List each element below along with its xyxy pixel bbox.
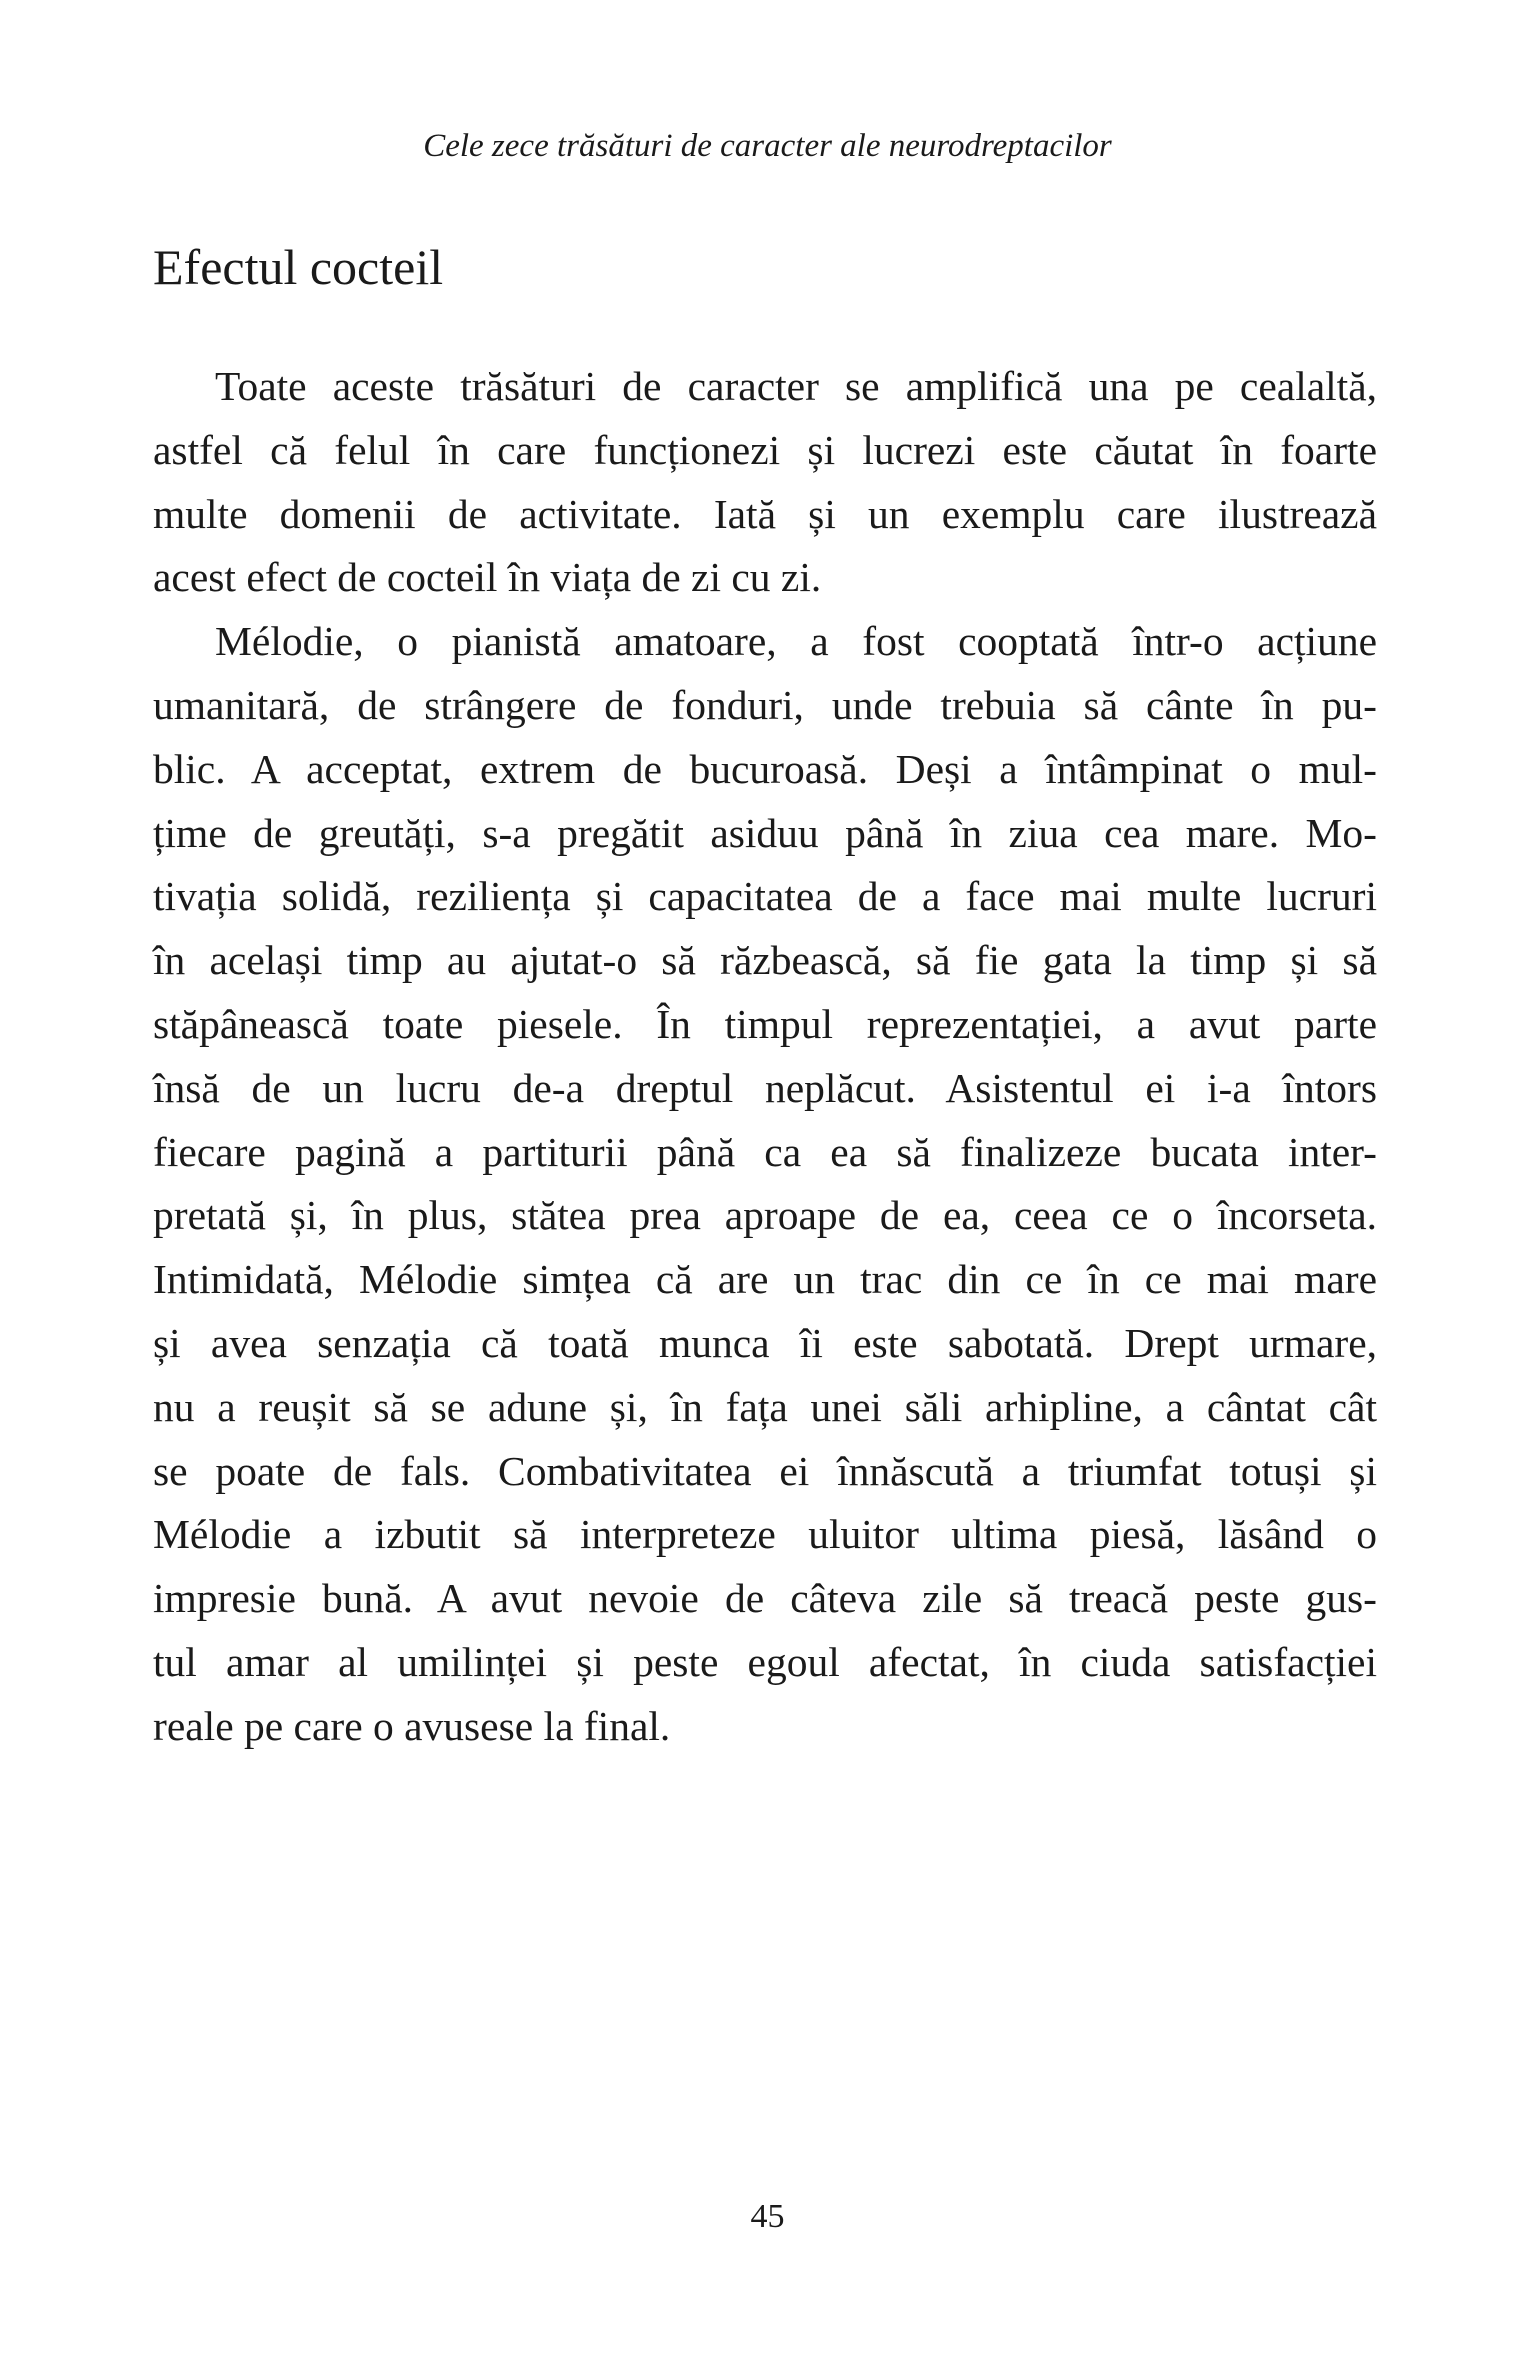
text-line: și avea senzația că toată munca îi este sabotată. Drept urmare, [153,1319,1377,1366]
text-line: țime de greutăți, s-a pregătit asiduu până în ziua cea mare. Mo- [153,809,1377,856]
text-line: tul amar al umilinței și peste egoul afectat, în ciuda satisfacției [153,1638,1377,1685]
text-line: reale pe care o avusese la final. [153,1702,671,1749]
text-line: umanitară, de strângere de fonduri, unde trebuia să cânte în pu- [153,681,1377,728]
text-line: fiecare pagină a partiturii până ca ea să finalizeze bucata inter- [153,1128,1377,1175]
paragraph [153,610,1377,1758]
text-line: stăpânească toate piesele. În timpul reprezentației, a avut parte [153,1000,1377,1047]
text-line: în același timp au ajutat-o să răzbească, să fie gata la timp și să [153,937,1377,984]
section-heading: Efectul cocteil [153,239,444,295]
text-line: impresie bună. A avut nevoie de câteva zile să treacă peste gus- [153,1575,1377,1622]
text-line: Mélodie, o pianistă amatoare, a fost cooptată într-o acțiune [215,618,1377,665]
paragraph [153,355,1377,610]
text-line: tivația solidă, reziliența și capacitatea de a face mai multe lucruri [153,873,1377,920]
text-line: se poate de fals. Combativitatea ei înnăscută a triumfat totuși și [153,1447,1377,1494]
text-line: multe domenii de activitate. Iată și un exemplu care ilustrează [153,490,1377,537]
body-text [153,355,1377,1759]
running-head: Cele zece trăsături de caracter ale neurodreptacilor [423,128,1112,164]
text-line: pretată și, în plus, stătea prea aproape de ea, ceea ce o încorseta. [153,1192,1377,1239]
text-line: blic. A acceptat, extrem de bucuroasă. Deși a întâmpinat o mul- [153,745,1377,792]
page-number: 45 [750,2198,785,2235]
text-line: astfel că felul în care funcționezi și lucrezi este căutat în foarte [153,426,1377,473]
text-line: însă de un lucru de-a dreptul neplăcut. Asistentul ei i-a întors [153,1064,1377,1111]
text-line: Intimidată, Mélodie simțea că are un trac din ce în ce mai mare [153,1256,1377,1303]
text-line: Mélodie a izbutit să interpreteze uluitor ultima piesă, lăsând o [153,1511,1377,1558]
text-line: acest efect de cocteil în viața de zi cu zi. [153,554,822,601]
text-line: Toate aceste trăsături de caracter se amplifică una pe cealaltă, [215,363,1377,409]
text-line: nu a reușit să se adune și, în fața unei săli arhipline, a cântat cât [153,1383,1377,1430]
